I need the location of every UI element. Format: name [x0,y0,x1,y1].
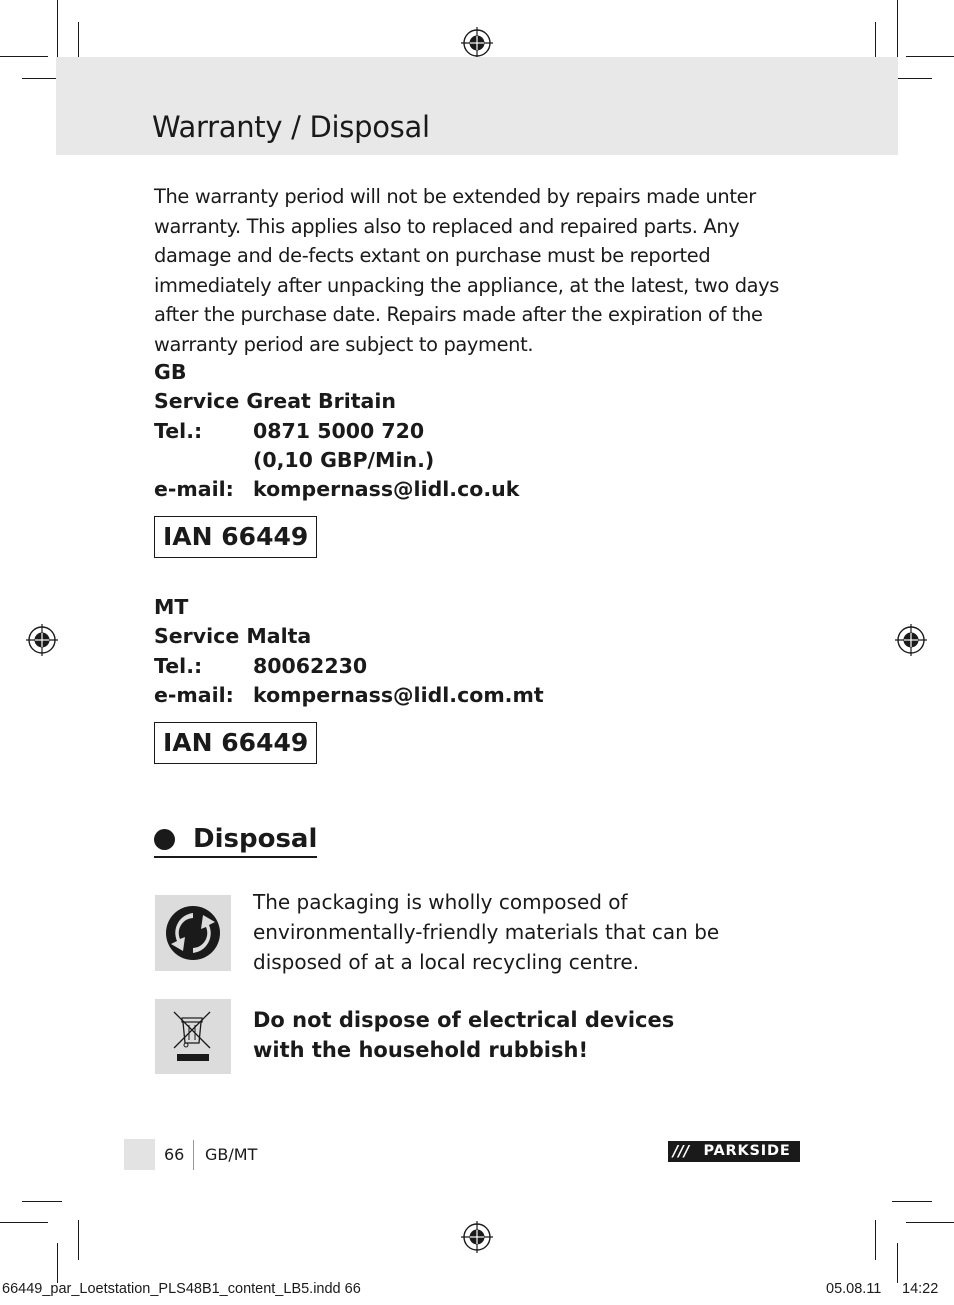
email-label: e-mail: [154,477,234,502]
crop-mark [0,1222,48,1223]
registration-mark-icon [461,27,493,59]
service-name: Service Great Britain [154,389,396,414]
footer-tab [124,1139,155,1170]
crop-mark [906,1222,954,1223]
bullet-icon [154,829,175,850]
crop-mark [78,22,79,62]
tel-number: 80062230 [253,653,368,678]
page-title: Warranty / Disposal [152,110,430,144]
email-address: kompernass@lidl.co.uk [253,477,520,502]
service-name: Service Malta [154,624,312,649]
crop-mark [22,1201,62,1202]
crop-mark [892,1201,932,1202]
crop-mark [897,1243,898,1283]
registration-mark-icon [461,1221,493,1253]
print-slug-date: 05.08.11 [826,1281,882,1297]
parkside-logo [668,1141,800,1162]
tel-number: 0871 5000 720 [253,418,425,443]
language-code: GB/MT [205,1145,258,1164]
ian-box: IAN 66449 [154,516,317,558]
tel-label: Tel.: [154,418,203,443]
ian-box: IAN 66449 [154,722,317,764]
page-number: 66 [164,1145,185,1164]
crossed-out-bin-icon [155,999,231,1074]
section-heading [154,824,317,858]
crop-mark [57,0,58,62]
registration-mark-icon [895,624,927,656]
crop-mark [892,78,932,79]
disposal-warning [253,1006,793,1066]
tel-rate: (0,10 GBP/Min.) [253,447,435,472]
print-slug-file: 66449_par_Loetstation_PLS48B1_content_LB5.indd 66 [2,1281,361,1297]
print-slug-time: 14:22 [902,1281,939,1297]
warranty-paragraph: The warranty period will not be extended by repairs made unter warranty. This applies also to replaced and repaired parts. Any damage and de-fects extant on purchase must be reported immediately after unpacking the appliance, at the latest, two days after the purchase date. Repairs made after the expiration of the warranty period are subject to payment. [154,185,780,356]
crop-mark [0,56,48,57]
footer-divider [193,1140,194,1170]
registration-mark-icon [26,624,58,656]
tel-label: Tel.: [154,653,203,678]
logo-text: PARKSIDE [703,1143,791,1159]
email-label: e-mail: [154,682,234,707]
service-country: GB [154,360,187,384]
service-country: MT [154,595,189,619]
green-dot-recycling-icon [155,895,231,971]
crop-mark [897,0,898,62]
service-gb-block [154,358,519,504]
warning-line: with the household rubbish! [253,1037,589,1062]
logo-slashes: /// [668,1141,694,1162]
crop-mark [875,1220,876,1260]
crop-mark [906,56,954,57]
packaging-text: The packaging is wholly composed of environmentally-friendly materials that can be disposed of at a local recycling centre. [253,890,720,974]
crop-mark [78,1220,79,1260]
crop-mark [57,1243,58,1283]
email-address: kompernass@lidl.com.mt [253,682,544,707]
service-mt-block [154,593,544,710]
section-heading-text: Disposal [193,824,318,854]
warning-line: Do not dispose of electrical devices [253,1008,675,1032]
crop-mark [875,22,876,62]
